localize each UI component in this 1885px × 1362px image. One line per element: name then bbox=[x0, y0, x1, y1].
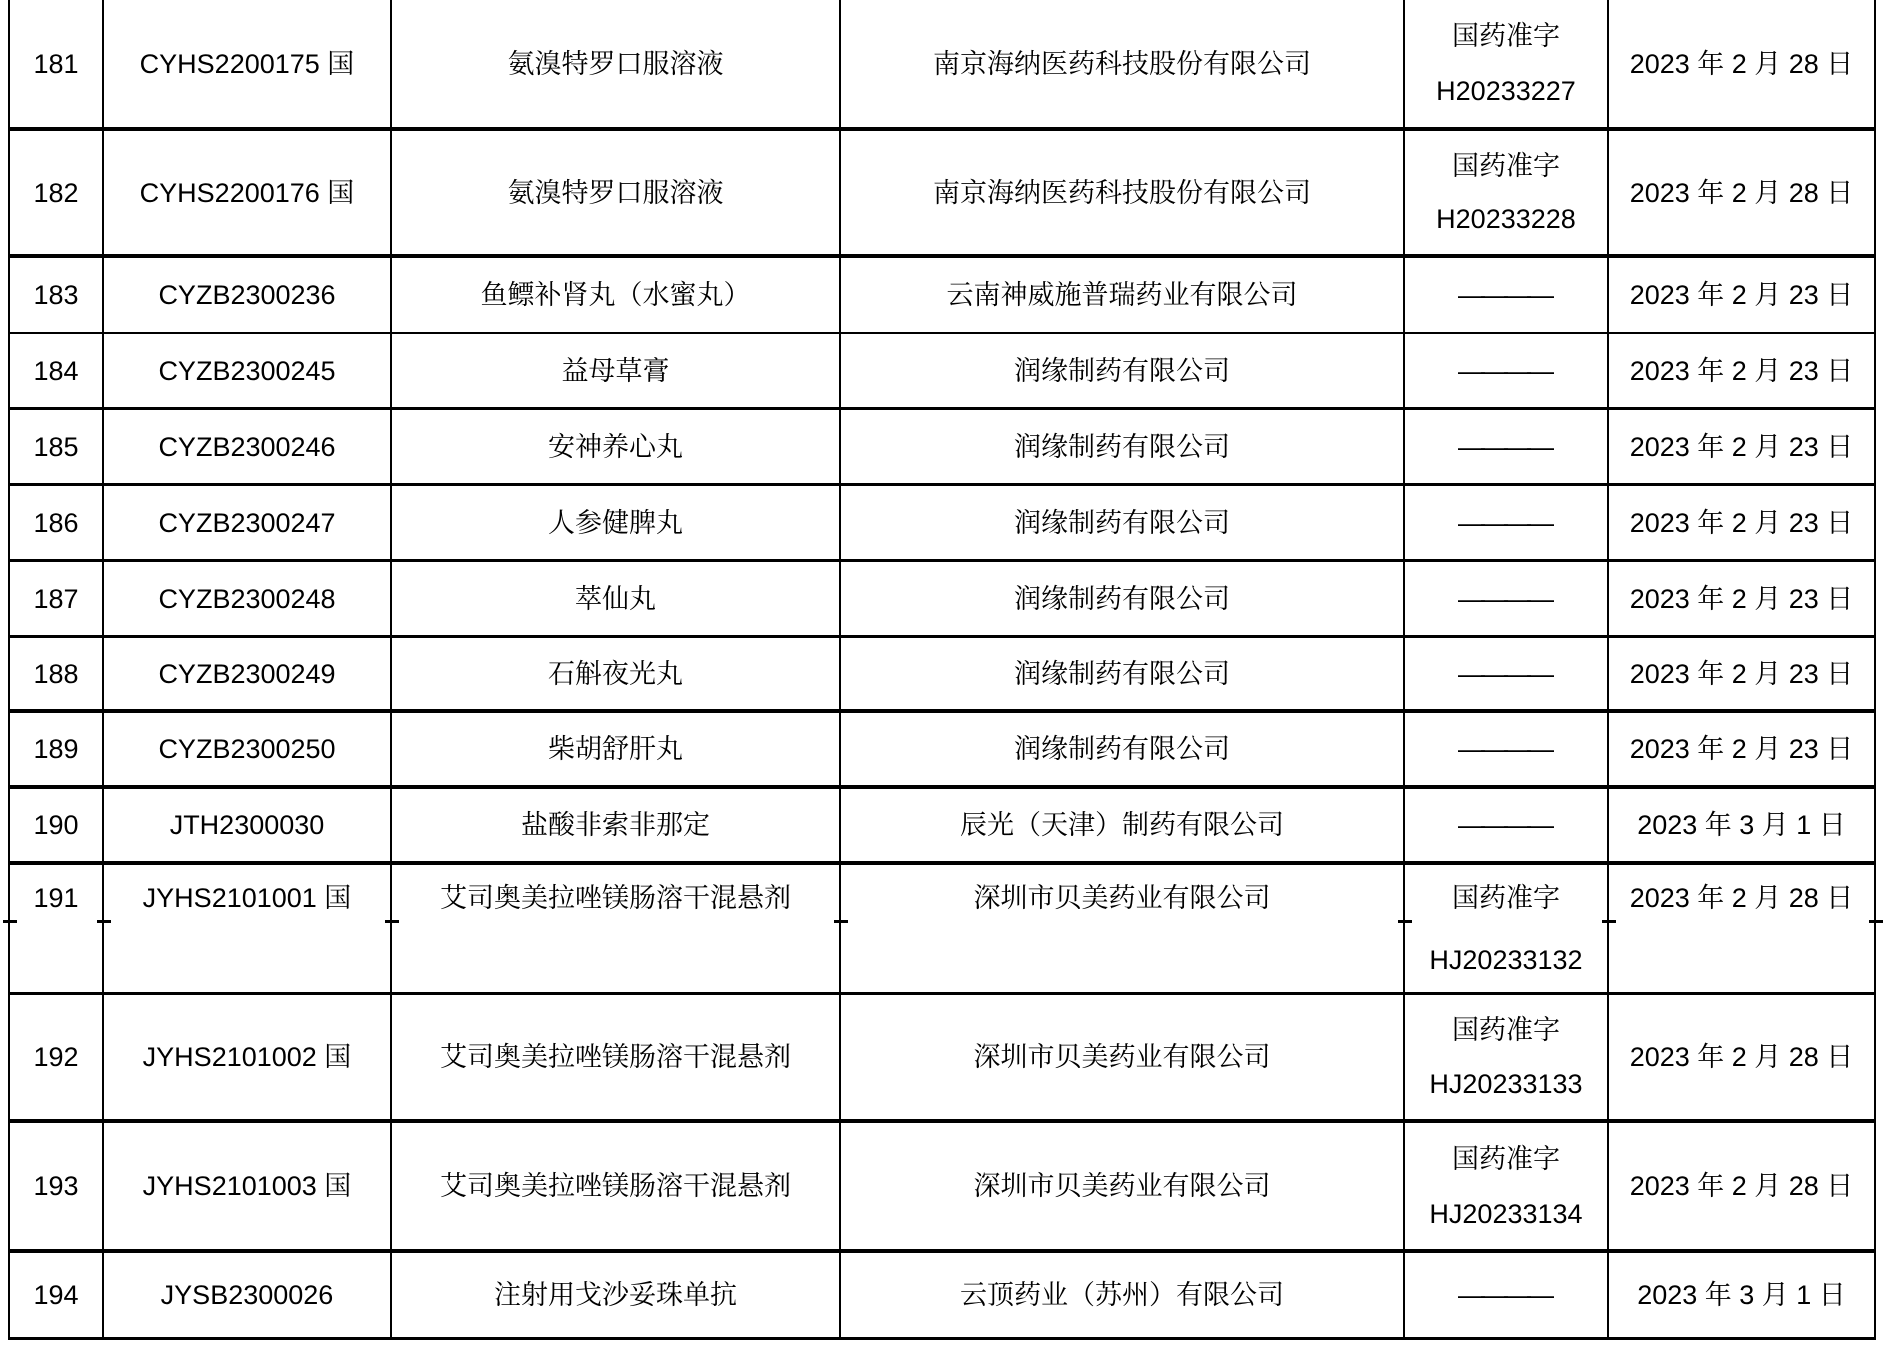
company-name: 深圳市贝美药业有限公司 bbox=[973, 883, 1271, 913]
company-cell bbox=[841, 995, 1405, 1119]
acceptance-number: CYZB2300246 bbox=[158, 431, 336, 462]
company-name: 南京海纳医药科技股份有限公司 bbox=[933, 177, 1311, 208]
acceptance-number: JYHS2101002 国 bbox=[142, 1042, 352, 1072]
company-cell bbox=[841, 1253, 1405, 1337]
drug-name-cell bbox=[392, 1253, 841, 1337]
approval-date-cell bbox=[1609, 486, 1876, 559]
row-number-cell bbox=[10, 131, 104, 254]
approval-date-cell bbox=[1609, 638, 1876, 709]
drug-name-cell bbox=[392, 865, 841, 992]
approval-date: 2023 年 2 月 28 日 bbox=[1629, 1042, 1854, 1072]
approval-placeholder-dash: ———— bbox=[1458, 1280, 1550, 1310]
approval-number bbox=[1405, 995, 1607, 1119]
approval-date: 2023 年 2 月 28 日 bbox=[1629, 48, 1854, 79]
approval-number-cell bbox=[1405, 334, 1609, 407]
row-number: 191 bbox=[33, 883, 79, 913]
approval-prefix: 国药准字 bbox=[1452, 1143, 1560, 1174]
row-number-cell bbox=[10, 995, 104, 1119]
table-row bbox=[10, 1123, 1876, 1253]
table-row bbox=[10, 562, 1876, 638]
row-number: 181 bbox=[33, 48, 79, 79]
approval-number-cell bbox=[1405, 789, 1609, 861]
approval-number-code: HJ20233134 bbox=[1429, 1198, 1583, 1229]
approval-date-cell bbox=[1609, 258, 1876, 332]
approval-prefix: 国药准字 bbox=[1452, 20, 1560, 51]
approval-date-cell bbox=[1609, 789, 1876, 861]
approval-number-code: H20233227 bbox=[1436, 76, 1576, 107]
approval-date: 2023 年 2 月 23 日 bbox=[1629, 280, 1854, 310]
approval-date-cell bbox=[1609, 995, 1876, 1119]
approval-placeholder-dash: ———— bbox=[1458, 355, 1550, 386]
row-number: 192 bbox=[33, 1042, 79, 1072]
company-cell bbox=[841, 486, 1405, 559]
row-number-cell bbox=[10, 334, 104, 407]
company-cell bbox=[841, 0, 1405, 127]
acceptance-number-cell bbox=[104, 865, 392, 992]
acceptance-number: JYSB2300026 bbox=[160, 1280, 334, 1310]
approval-date: 2023 年 2 月 23 日 bbox=[1629, 355, 1854, 386]
approval-number-cell bbox=[1405, 713, 1609, 785]
acceptance-number: JYHS2101003 国 bbox=[142, 1171, 352, 1201]
pagebreak-tick bbox=[385, 920, 399, 923]
table-row bbox=[10, 1253, 1876, 1340]
drug-name: 艾司奥美拉唑镁肠溶干混悬剂 bbox=[440, 1042, 791, 1072]
approval-date-cell bbox=[1609, 410, 1876, 483]
approval-date: 2023 年 2 月 23 日 bbox=[1629, 431, 1854, 462]
approval-date: 2023 年 2 月 23 日 bbox=[1629, 658, 1854, 689]
approval-number-cell bbox=[1405, 258, 1609, 332]
acceptance-number: CYZB2300249 bbox=[158, 658, 336, 689]
pagebreak-tick bbox=[1398, 920, 1412, 923]
drug-name: 柴胡舒肝丸 bbox=[548, 734, 683, 764]
drug-name-cell bbox=[392, 258, 841, 332]
approval-number-cell bbox=[1405, 131, 1609, 254]
row-number-cell bbox=[10, 1253, 104, 1337]
approval-date-cell bbox=[1609, 1253, 1876, 1337]
company-name: 润缘制药有限公司 bbox=[1014, 583, 1230, 614]
drug-name: 氨溴特罗口服溶液 bbox=[507, 177, 724, 208]
acceptance-number-cell bbox=[104, 131, 392, 254]
row-number-cell bbox=[10, 789, 104, 861]
approval-placeholder-dash: ———— bbox=[1458, 583, 1550, 614]
drug-name-cell bbox=[392, 0, 841, 127]
company-cell bbox=[841, 562, 1405, 635]
drug-name: 氨溴特罗口服溶液 bbox=[507, 48, 724, 79]
acceptance-number-cell bbox=[104, 486, 392, 559]
approval-placeholder-dash: ———— bbox=[1458, 734, 1550, 764]
acceptance-number: CYZB2300236 bbox=[158, 280, 336, 310]
row-number-cell bbox=[10, 1123, 104, 1249]
approval-date-cell bbox=[1609, 562, 1876, 635]
approval-prefix: 国药准字 bbox=[1452, 150, 1560, 181]
approval-date: 2023 年 3 月 1 日 bbox=[1637, 1280, 1846, 1310]
company-name: 润缘制药有限公司 bbox=[1014, 734, 1230, 764]
company-name: 润缘制药有限公司 bbox=[1014, 507, 1230, 538]
pagebreak-tick bbox=[97, 920, 111, 923]
row-number-cell bbox=[10, 410, 104, 483]
acceptance-number: CYHS2200175 国 bbox=[139, 48, 355, 79]
approval-date-cell bbox=[1609, 334, 1876, 407]
table-row bbox=[10, 995, 1876, 1123]
company-name: 润缘制药有限公司 bbox=[1014, 431, 1230, 462]
drug-name: 艾司奥美拉唑镁肠溶干混悬剂 bbox=[440, 1171, 791, 1201]
acceptance-number: CYZB2300250 bbox=[158, 734, 336, 764]
table-row bbox=[10, 865, 1876, 995]
company-cell bbox=[841, 789, 1405, 861]
acceptance-number-cell bbox=[104, 995, 392, 1119]
drug-name: 人参健脾丸 bbox=[548, 507, 683, 538]
acceptance-number: JYHS2101001 国 bbox=[142, 883, 352, 913]
row-number: 190 bbox=[33, 810, 79, 840]
approval-number-code: H20233228 bbox=[1436, 204, 1576, 235]
acceptance-number-cell bbox=[104, 1253, 392, 1337]
row-number-cell bbox=[10, 638, 104, 709]
company-cell bbox=[841, 334, 1405, 407]
acceptance-number-cell bbox=[104, 713, 392, 785]
table-row bbox=[10, 258, 1876, 334]
company-name: 辰光（天津）制药有限公司 bbox=[960, 810, 1284, 840]
approval-number-code: HJ20233133 bbox=[1429, 1069, 1583, 1099]
approval-number bbox=[1405, 131, 1607, 254]
approval-number-cell bbox=[1405, 638, 1609, 709]
drug-name: 益母草膏 bbox=[561, 355, 670, 386]
drug-name-cell bbox=[392, 995, 841, 1119]
company-cell bbox=[841, 258, 1405, 332]
acceptance-number: CYZB2300248 bbox=[158, 583, 336, 614]
row-number-cell bbox=[10, 562, 104, 635]
approval-number-cell bbox=[1405, 0, 1609, 127]
table-row bbox=[10, 713, 1876, 789]
drug-name-cell bbox=[392, 789, 841, 861]
approval-date: 2023 年 3 月 1 日 bbox=[1637, 810, 1846, 840]
row-number: 189 bbox=[33, 734, 79, 764]
company-cell bbox=[841, 131, 1405, 254]
acceptance-number: CYHS2200176 国 bbox=[139, 177, 355, 208]
approval-number-code: HJ20233132 bbox=[1429, 945, 1583, 975]
approval-number-cell bbox=[1405, 410, 1609, 483]
drug-approval-table bbox=[8, 0, 1876, 1340]
drug-name-cell bbox=[392, 562, 841, 635]
table-row bbox=[10, 638, 1876, 713]
company-name: 云顶药业（苏州）有限公司 bbox=[960, 1280, 1284, 1310]
drug-name-cell bbox=[392, 410, 841, 483]
approval-date: 2023 年 2 月 28 日 bbox=[1629, 1171, 1854, 1201]
approval-number-cell bbox=[1405, 995, 1609, 1119]
approval-placeholder-dash: ———— bbox=[1458, 280, 1550, 310]
acceptance-number-cell bbox=[104, 334, 392, 407]
approval-placeholder-dash: ———— bbox=[1458, 810, 1550, 840]
table-row bbox=[10, 131, 1876, 258]
drug-name: 鱼鳔补肾丸（水蜜丸） bbox=[480, 280, 751, 310]
company-name: 深圳市贝美药业有限公司 bbox=[973, 1042, 1271, 1072]
approval-date-cell bbox=[1609, 131, 1876, 254]
table-row bbox=[10, 334, 1876, 410]
approval-date-cell bbox=[1609, 713, 1876, 785]
approval-placeholder-dash: ———— bbox=[1458, 507, 1550, 538]
company-name: 云南神威施普瑞药业有限公司 bbox=[946, 280, 1298, 310]
approval-number-cell bbox=[1405, 486, 1609, 559]
approval-date-cell bbox=[1609, 0, 1876, 127]
approval-number-cell bbox=[1405, 1123, 1609, 1249]
drug-name: 石斛夜光丸 bbox=[548, 658, 683, 689]
approval-number-cell bbox=[1405, 1253, 1609, 1337]
table-row bbox=[10, 486, 1876, 562]
approval-prefix: 国药准字 bbox=[1452, 1015, 1560, 1045]
pagebreak-tick bbox=[1869, 920, 1883, 923]
row-number: 186 bbox=[33, 507, 79, 538]
approval-date-cell bbox=[1609, 1123, 1876, 1249]
pagebreak-tick bbox=[1602, 920, 1616, 923]
row-number-cell bbox=[10, 258, 104, 332]
acceptance-number-cell bbox=[104, 258, 392, 332]
drug-name: 萃仙丸 bbox=[575, 583, 656, 614]
acceptance-number-cell bbox=[104, 0, 392, 127]
drug-name-cell bbox=[392, 638, 841, 709]
pagebreak-tick bbox=[3, 920, 17, 923]
approval-number bbox=[1405, 1123, 1607, 1249]
row-number-cell bbox=[10, 713, 104, 785]
approval-prefix: 国药准字 bbox=[1452, 883, 1560, 913]
approval-date: 2023 年 2 月 28 日 bbox=[1629, 177, 1854, 208]
row-number-cell bbox=[10, 0, 104, 127]
drug-name: 盐酸非索非那定 bbox=[521, 810, 710, 840]
acceptance-number: CYZB2300247 bbox=[158, 507, 336, 538]
acceptance-number-cell bbox=[104, 410, 392, 483]
approval-number-cell bbox=[1405, 865, 1609, 992]
drug-name: 艾司奥美拉唑镁肠溶干混悬剂 bbox=[440, 883, 791, 913]
company-cell bbox=[841, 638, 1405, 709]
row-number-cell bbox=[10, 486, 104, 559]
drug-name-cell bbox=[392, 334, 841, 407]
table-row bbox=[10, 789, 1876, 865]
company-name: 润缘制药有限公司 bbox=[1014, 658, 1230, 689]
acceptance-number-cell bbox=[104, 1123, 392, 1249]
approval-date-cell bbox=[1609, 865, 1876, 992]
row-number: 183 bbox=[33, 280, 79, 310]
company-cell bbox=[841, 410, 1405, 483]
drug-name: 安神养心丸 bbox=[548, 431, 683, 462]
drug-name-cell bbox=[392, 486, 841, 559]
acceptance-number: JTH2300030 bbox=[169, 810, 325, 840]
row-number: 193 bbox=[33, 1171, 79, 1201]
row-number: 187 bbox=[33, 583, 79, 614]
approval-date: 2023 年 2 月 28 日 bbox=[1629, 883, 1854, 913]
acceptance-number: CYZB2300245 bbox=[158, 355, 336, 386]
row-number: 185 bbox=[33, 431, 79, 462]
approval-placeholder-dash: ———— bbox=[1458, 658, 1550, 689]
company-name: 深圳市贝美药业有限公司 bbox=[973, 1171, 1271, 1201]
drug-name-cell bbox=[392, 1123, 841, 1249]
row-number: 184 bbox=[33, 355, 79, 386]
approval-date: 2023 年 2 月 23 日 bbox=[1629, 583, 1854, 614]
company-name: 润缘制药有限公司 bbox=[1014, 355, 1230, 386]
approval-number bbox=[1405, 0, 1607, 127]
row-number: 194 bbox=[33, 1280, 79, 1310]
acceptance-number-cell bbox=[104, 789, 392, 861]
row-number: 182 bbox=[33, 177, 79, 208]
drug-name: 注射用戈沙妥珠单抗 bbox=[494, 1280, 737, 1310]
acceptance-number-cell bbox=[104, 562, 392, 635]
company-cell bbox=[841, 713, 1405, 785]
company-cell bbox=[841, 1123, 1405, 1249]
drug-name-cell bbox=[392, 713, 841, 785]
approval-date: 2023 年 2 月 23 日 bbox=[1629, 507, 1854, 538]
table-row bbox=[10, 0, 1876, 131]
company-name: 南京海纳医药科技股份有限公司 bbox=[933, 48, 1311, 79]
pagebreak-tick bbox=[834, 920, 848, 923]
approval-number-cell bbox=[1405, 562, 1609, 635]
drug-name-cell bbox=[392, 131, 841, 254]
approval-number bbox=[1405, 883, 1607, 975]
row-number: 188 bbox=[33, 658, 79, 689]
acceptance-number-cell bbox=[104, 638, 392, 709]
row-number-cell bbox=[10, 865, 104, 992]
approval-placeholder-dash: ———— bbox=[1458, 431, 1550, 462]
approval-date: 2023 年 2 月 23 日 bbox=[1629, 734, 1854, 764]
company-cell bbox=[841, 865, 1405, 992]
table-row bbox=[10, 410, 1876, 486]
